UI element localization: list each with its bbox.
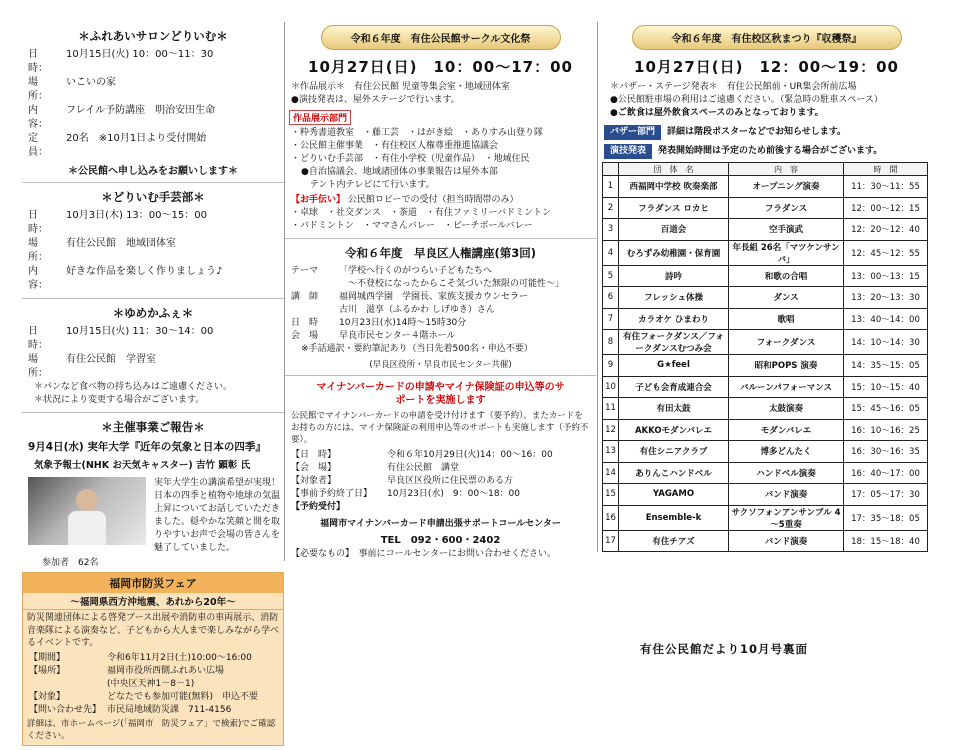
table-cell: むろずみ幼稚園・保育園 [619, 240, 729, 265]
table-row [603, 484, 928, 506]
table-row [603, 330, 928, 355]
harvest-line-1: ＊バザー・ステージ発表＊ 有住公民館前・UR集会所前広場 [610, 82, 857, 92]
row-key: 講 師 [291, 292, 319, 302]
report-speaker: 気象予報士(NHK お天気キャスター) 吉竹 顕彰 氏 [34, 460, 251, 471]
report-event: 9月4日(水) 実年大学『近年の気象と日本の四季』 [28, 441, 266, 453]
report-body: 実年大学生の講演希望が実現！日本の四季と植物や地球の気温上昇についてお話していただきました。穏やかな笑顔と間を取りやすいお声で会場の皆さんを魅了していました。 [154, 478, 281, 553]
row-value: 10月3日(木) 13：00～15：00 [66, 210, 207, 221]
table-cell: YAGAMO [619, 484, 729, 506]
table-cell: 4 [603, 240, 619, 265]
table-cell: モダンバレエ [729, 419, 844, 441]
row-value: 10月23日(水)14時～15時30分 [339, 318, 467, 328]
row-key: 定 員： [28, 133, 48, 158]
left-column [22, 22, 284, 750]
harvest-line-2: ●公民館駐車場の利用はご遠慮ください。（緊急時の駐車スペース） [610, 95, 883, 105]
table-cell: 13：40～14：00 [844, 308, 928, 330]
table-cell: 13：20～13：30 [844, 287, 928, 309]
harvest-banner: 令和６年度 有住校区秋まつり『収穫祭』 [632, 25, 902, 50]
jinken-note: ※手話通訳・要約筆記あり（当日先着500名・申込不要） [301, 344, 533, 354]
table-cell: 1 [603, 176, 619, 198]
footer-title: 有住公民館だより10月号裏面 [640, 642, 809, 656]
fire-note: 詳細は、市ホームページ(「福岡市 防災フェア」で検索)でご確認ください。 [27, 718, 276, 741]
table-cell: 太鼓演奏 [729, 398, 844, 420]
table-header: 団 体 名 [619, 163, 729, 176]
table-cell: 有住フォークダンス／フォークダンスむつみ会 [619, 330, 729, 355]
table-cell: バンド演奏 [729, 484, 844, 506]
table-cell: 西福岡中学校 吹奏楽部 [619, 176, 729, 198]
row-value: 福岡市役所西側ふれあい広場 [107, 665, 225, 676]
fire-rows-item [23, 691, 283, 704]
table-cell: 有住チアズ [619, 530, 729, 552]
table-cell: 13：00～13：15 [844, 265, 928, 287]
table-cell: ありんこハンドベル [619, 462, 729, 484]
fire-body: 防災関連団体による啓発ブース出展や消防車の車両展示、消防音楽隊による演奏など、子どもから大人まで楽しみながら学べるイベントです。 [27, 613, 280, 648]
culture-line-2: ●演技発表は、屋外ステージで行います。 [291, 95, 460, 105]
fire-subtitle: ～福岡県西方沖地震、あれから20年～ [23, 593, 283, 610]
yume-note-1: ＊パンなど食べ物の持ち込みはご遠慮ください。 [34, 382, 233, 392]
row-value: 有住公民館 学習室 [66, 354, 156, 365]
table-cell: 6 [603, 287, 619, 309]
table-cell: 8 [603, 330, 619, 355]
row-value: 好きな作品を楽しく作りましょう♪ [66, 266, 223, 277]
table-cell: 歌唱 [729, 308, 844, 330]
table-cell: 12：45～12：55 [844, 240, 928, 265]
table-cell: 15：45～16：05 [844, 398, 928, 420]
help-text: 公民館ロビーでの受付（担当時間帯のみ） [347, 195, 519, 205]
fire-title: 福岡市防災フェア [23, 573, 283, 593]
table-cell: Ensemble-k [619, 505, 729, 530]
row-key: 内 容： [28, 266, 48, 291]
culture-banner: 令和６年度 有住公民館サークル文化祭 [321, 25, 561, 50]
yume-title: ＊ゆめかふぇ＊ [112, 306, 194, 320]
row-value: (中央区天神1－8－1) [107, 678, 195, 689]
row-key: 日 時 [291, 318, 319, 328]
stage-label: 演技発表 [604, 144, 652, 159]
table-row [603, 240, 928, 265]
row-key: 会 場 [291, 331, 319, 341]
stage-text: 発表開始時間は予定のため前後する場合がございます。 [658, 146, 883, 156]
my-rows-item [285, 462, 596, 475]
row-key: 場 所： [28, 238, 48, 263]
jinken-rows-item [285, 330, 596, 343]
table-cell: 空手演武 [729, 219, 844, 241]
row-key: テーマ [291, 266, 319, 276]
table-row [603, 197, 928, 219]
row-value: 古川 滋享（ふるかわ しげゆき）さん [339, 305, 495, 315]
table-cell: フラダンス ロカヒ [619, 197, 729, 219]
harvest-line-3: ●ご飲食は屋外飲食スペースのみとなっております。 [610, 108, 824, 118]
row-key: 場 所： [28, 77, 48, 102]
yume-rows-item [22, 325, 284, 353]
table-cell: 17：05～17：30 [844, 484, 928, 506]
table-cell: 有田太鼓 [619, 398, 729, 420]
table-row [603, 265, 928, 287]
fire-rows-item [23, 665, 283, 678]
jinken-title: 令和６年度 早良区人権講座(第3回) [344, 246, 536, 260]
table-cell: 14：35～15：05 [844, 355, 928, 377]
row-key: 日 時： [28, 49, 48, 74]
table-cell: バルーンパフォーマンス [729, 376, 844, 398]
bazaar-label: バザー部門 [604, 125, 661, 140]
row-key: 日 時： [28, 326, 48, 351]
need-items: 【必要なもの】 事前にコールセンターにお問い合わせください。 [291, 549, 556, 559]
row-value: 有住公民館 地域団体室 [66, 238, 176, 249]
exhibit-row-3: ・どりいむ手芸部 ・有住小学校（児童作品） ・地域住民 [291, 154, 530, 164]
table-cell: 和歌の合唱 [729, 265, 844, 287]
salon-rows-item [22, 104, 284, 132]
table-cell: 18：15～18：40 [844, 530, 928, 552]
table-cell: 11 [603, 398, 619, 420]
table-cell: 16：40～17：00 [844, 462, 928, 484]
table-cell: 12：20～12：40 [844, 219, 928, 241]
table-header: 内 容 [729, 163, 844, 176]
mynumber-body: 公民館でマイナンバーカードの申請を受け付けます（要予約）。またカードをお持ちの方には、マイナ保険証の利用申込等のサポートも実施します（予約不要）。 [291, 411, 589, 445]
table-row [603, 505, 928, 530]
table-cell: 12：00～12：15 [844, 197, 928, 219]
salon-rows-item [22, 132, 284, 160]
row-key [29, 678, 107, 691]
row-key: 【場所】 [29, 665, 66, 676]
table-row [603, 398, 928, 420]
dream-rows-item [22, 237, 284, 265]
table-row [603, 462, 928, 484]
table-cell: オープニング演奏 [729, 176, 844, 198]
row-value: 10月23日(水) 9：00～18：00 [387, 489, 521, 499]
jinken-org: (早良区役所・早良市民センター共催) [369, 360, 512, 370]
row-value: いこいの家 [66, 77, 116, 88]
call-tel: TEL 092・600・2402 [380, 535, 501, 546]
exhibit-note-2: テント内テレビにて行います。 [301, 180, 435, 190]
row-value: 10月15日(火) 11：30～14：00 [66, 326, 214, 337]
table-header [603, 163, 619, 176]
table-cell: 10 [603, 376, 619, 398]
table-cell: 15 [603, 484, 619, 506]
jinken-rows-item [285, 265, 596, 278]
fire-fair-box [22, 572, 284, 746]
dream-rows-item [22, 265, 284, 293]
jinken-rows-item [285, 291, 596, 304]
table-cell: 13 [603, 441, 619, 463]
row-key: 【事前予約終了日】 [291, 489, 373, 499]
table-cell: 16：30～16：35 [844, 441, 928, 463]
table-cell: 3 [603, 219, 619, 241]
row-key [291, 278, 339, 291]
stage-table [602, 162, 928, 552]
call-center: 福岡市マイナンバーカード申請出張サポートコールセンター [320, 519, 561, 529]
dream-title: ＊どりいむ手芸部＊ [101, 190, 205, 204]
help-row-2: ・バドミントン ・ママさんバレー ・ビーチボールバレー [291, 221, 533, 231]
reserve-label: 【予約受付】 [291, 502, 346, 512]
table-row [603, 419, 928, 441]
my-rows-item [285, 488, 596, 501]
table-cell: 14 [603, 462, 619, 484]
table-cell: ハンドベル演奏 [729, 462, 844, 484]
row-key: 【期間】 [29, 652, 66, 663]
row-value: 令和6年11月2日(土)10:00～16:00 [107, 652, 252, 663]
fire-rows-item [23, 704, 283, 717]
salon-rows-item [22, 76, 284, 104]
lecture-photo [28, 477, 146, 545]
table-row [603, 441, 928, 463]
row-value: 早良区区役所に住民票のある方 [387, 476, 514, 486]
help-row-1: ・卓球 ・社交ダンス ・茶道 ・有住ファミリーバドミントン [291, 208, 552, 218]
table-row [603, 308, 928, 330]
harvest-time: 10月27日(日) 12：00～19：00 [634, 58, 899, 76]
table-cell: 7 [603, 308, 619, 330]
dream-rows-item [22, 209, 284, 237]
table-row [603, 376, 928, 398]
table-row [603, 176, 928, 198]
table-cell: 17 [603, 530, 619, 552]
my-rows-item [285, 449, 596, 462]
row-value: 20名 ※10月1日より受付開始 [66, 133, 207, 144]
table-cell: フラダンス [729, 197, 844, 219]
table-header: 時 間 [844, 163, 928, 176]
row-value: どなたでも参加可能(無料) 申込不要 [107, 691, 259, 702]
table-cell: 5 [603, 265, 619, 287]
table-cell: 16 [603, 505, 619, 530]
table-cell: サクソフォンアンサンブル 4～5重奏 [729, 505, 844, 530]
table-cell: カラオケ ひまわり [619, 308, 729, 330]
row-value: 令和６年10月29日(火)14：00～16：00 [387, 450, 553, 460]
jinken-rows-item [285, 304, 596, 317]
bazaar-text: 詳細は階段ポスターなどでお知らせします。 [667, 127, 847, 137]
fire-rows-item [23, 678, 283, 691]
table-cell: 11：30～11：55 [844, 176, 928, 198]
right-column [597, 22, 935, 552]
table-cell: ダンス [729, 287, 844, 309]
table-cell: 16：10～16：25 [844, 419, 928, 441]
fire-rows-item [23, 652, 283, 665]
table-cell: 12 [603, 419, 619, 441]
table-cell: 百道会 [619, 219, 729, 241]
row-key: 場 所： [28, 354, 48, 379]
table-cell: 9 [603, 355, 619, 377]
table-cell: フレッシュ体操 [619, 287, 729, 309]
row-value: 有住公民館 講堂 [387, 463, 460, 473]
row-value: 市民局地域防災課 711-4156 [107, 704, 232, 715]
row-key: 【問い合わせ先】 [29, 704, 102, 715]
table-row [603, 287, 928, 309]
mynumber-title: マイナンバーカードの申請やマイナ保険証の申込等のサポートを実施します [316, 382, 565, 406]
culture-time: 10月27日(日) 10：00～17：00 [308, 58, 573, 76]
culture-line-1: ＊作品展示＊ 有住公民館 児童等集会室・地域団体室 [291, 82, 510, 92]
salon-note: ＊公民館へ申し込みをお願いします＊ [68, 166, 238, 177]
report-title: ＊主催事業ご報告＊ [101, 420, 205, 434]
exhibit-note-1: ●自治協議会、地域諸団体の事業報告は屋外本部 [301, 167, 498, 177]
row-key: 【会 場】 [291, 463, 337, 473]
table-cell: フォークダンス [729, 330, 844, 355]
table-row [603, 355, 928, 377]
exhibit-label: 作品展示部門 [289, 110, 351, 125]
row-key: 内 容： [28, 105, 48, 130]
yume-rows-item [22, 353, 284, 381]
table-cell: 17：35～18：05 [844, 505, 928, 530]
exhibit-row-1: ・粋秀書道教室 ・藤工芸 ・はがき絵 ・ありすみ山登り隊 [291, 128, 544, 138]
yume-note-2: ＊状況により変更する場合がございます。 [34, 395, 205, 405]
table-row [603, 530, 928, 552]
row-key [291, 304, 339, 317]
table-cell: AKKOモダンバレエ [619, 419, 729, 441]
row-value: 福岡城西学園 学園長、家族支援カウンセラー [339, 292, 529, 302]
salon-title: ＊ふれあいサロンどりいむ＊ [78, 29, 228, 43]
row-key: 【対象者】 [291, 476, 337, 486]
table-row [603, 219, 928, 241]
row-value: 早良市民センター４階ホール [339, 331, 456, 341]
table-cell: 子ども会育成連合会 [619, 376, 729, 398]
table-cell: 2 [603, 197, 619, 219]
exhibit-row-2: ・公民館主催事業 ・有住校区人権尊重推進協議会 [291, 141, 499, 151]
row-value: 10月15日(火) 10：00～11：30 [66, 49, 214, 60]
row-key: 日 時： [28, 210, 48, 235]
jinken-rows-item [285, 317, 596, 330]
table-cell: 昭和POPS 演奏 [729, 355, 844, 377]
table-cell: 14：10～14：30 [844, 330, 928, 355]
table-cell: 博多どんたく [729, 441, 844, 463]
row-value: フレイル予防講座 明治安田生命 [66, 105, 216, 116]
table-cell: 詩吟 [619, 265, 729, 287]
help-label: 【お手伝い】 [291, 195, 346, 205]
row-key: 【日 時】 [291, 450, 337, 460]
row-key: 【対象】 [29, 691, 66, 702]
table-cell: 有住シニアクラブ [619, 441, 729, 463]
salon-rows-item [22, 48, 284, 76]
row-value: 「学校へ行くのがつらい子どもたちへ [339, 266, 493, 276]
table-cell: 15：10～15：40 [844, 376, 928, 398]
jinken-rows-item [285, 278, 596, 291]
middle-column [284, 22, 596, 561]
table-cell: バンド演奏 [729, 530, 844, 552]
row-value: ～不登校になったからこそ気づいた無限の可能性～」 [339, 279, 565, 289]
table-cell: 年長組 26名「マツケンサンバ」 [729, 240, 844, 265]
my-rows-item [285, 475, 596, 488]
report-count: 参加者 62名 [42, 558, 99, 568]
table-cell: G★feel [619, 355, 729, 377]
